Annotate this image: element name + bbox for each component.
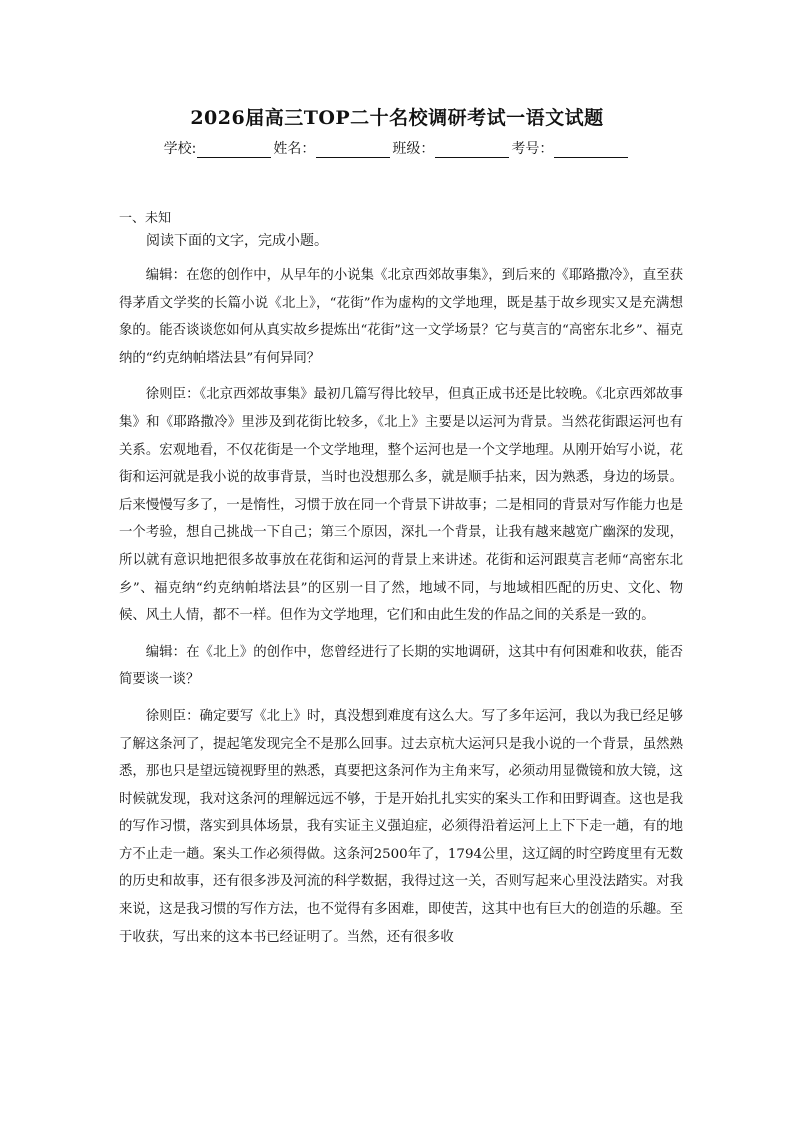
school-label: 学校: [163, 141, 197, 157]
exam-no-label: 考号： [511, 141, 554, 157]
name-blank[interactable] [316, 141, 390, 158]
paragraph: 徐则臣：《北京西郊故事集》最初几篇写得比较早，但真正成书还是比较晚。《北京西郊故事集》和《耶路撒冷》里涉及到花街比较多，《北上》主要是以运河为背景。当然花街跟运河也有关系。宏观地看，不仅花街是一个文学地理，整个运河也是一个文学地理。从刚开始写小说，花街和运河就是我小说的故事背景，当时也没想那么多，就是顺手拈来，因为熟悉，身边的场景。后来慢慢写多了，一是惰性，习惯于放在同一个背景下讲故事；二是相同的背景对写作能力也是一个考验，想自己挑战一下自己；第三个原因，深扎一个背景，让我有越来越宽广幽深的发现，所以就有意识地把很多故事放在花街和运河的背景上来讲述。花街和运河跟莫言老师“高密东北乡”、福克纳“约克纳帕塔法县”的区别一目了然，地域不同，与地域相匹配的历史、文化、物候、风土人情，都不一样。但作为文学地理，它们和由此生发的作品之间的关系是一致的。 [119, 387, 683, 624]
section-heading: 一、未知 [119, 211, 172, 226]
exam-no-field [511, 138, 628, 158]
school-field [164, 138, 272, 158]
paragraph: 编辑：在您的创作中，从早年的小说集《北京西郊故事集》，到后来的《耶路撒冷》，直至获得茅盾文学奖的长篇小说《北上》，“花街”作为虚构的文学地理，既是基于故乡现实又是充满想象的。能否谈谈您如何从真实故乡提炼出“花街”这一文学场景？它与莫言的“高密东北乡”、福克纳的“约克纳帕塔法县”有何异同？ [119, 268, 683, 366]
name-field [273, 138, 390, 158]
paragraph: 徐则臣：确定要写《北上》时，真没想到难度有这么大。写了多年运河，我以为我已经足够了解这条河了，提起笔发现完全不是那么回事。过去京杭大运河只是我小说的一个背景，虽然熟悉，那也只是望远镜视野里的熟悉，真要把这条河作为主角来写，必须动用显微镜和放大镜，这时候就发现，我对这条河的理解远远不够，于是开始扎扎实实的案头工作和田野调查。这也是我的写作习惯，落实到具体场景，我有实证主义强迫症，必须得沿着运河上上下下走一趟，有的地方不止走一趟。案头工作必须得做。这条河2500年了，1794公里，这辽阔的时空跨度里有无数的历史和故事，还有很多涉及河流的科学数据，我得过这一关，否则写起来心里没法踏实。对我来说，这是我习惯的写作方法，也不觉得有多困难，即使苦，这其中也有巨大的创造的乐趣。至于收获，写出来的这本书已经证明了。当然，还有很多收 [119, 708, 683, 945]
class-blank[interactable] [435, 141, 509, 158]
school-blank[interactable] [197, 141, 271, 158]
exam-no-blank[interactable] [554, 141, 628, 158]
student-info-row [0, 138, 794, 158]
name-label: 姓名： [273, 141, 316, 157]
class-label: 班级： [392, 141, 435, 157]
reading-passage [119, 262, 683, 960]
paragraph: 编辑：在《北上》的创作中，您曾经进行了长期的实地调研，这其中有何困难和收获，能否简要谈一谈？ [119, 644, 683, 688]
exam-title: 2026届高三TOP二十名校调研考试一语文试题 [190, 107, 604, 129]
section-intro: 阅读下面的文字，完成小题。 [146, 233, 328, 249]
class-field [392, 138, 509, 158]
